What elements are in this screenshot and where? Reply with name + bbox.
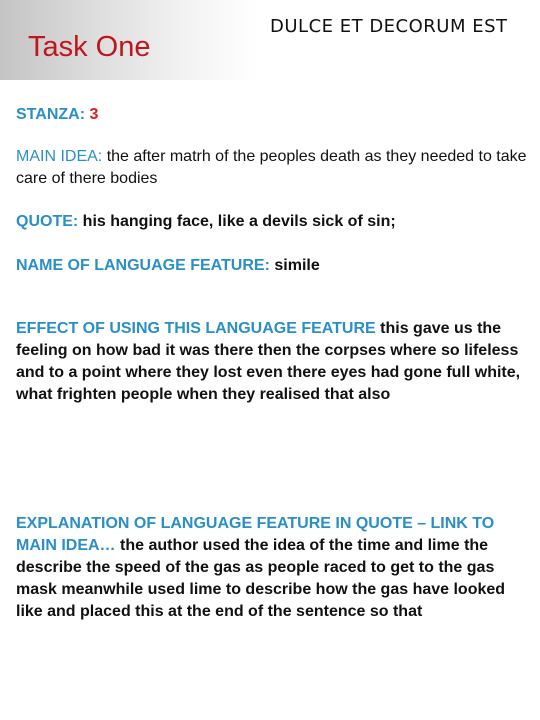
language-feature-label: NAME OF LANGUAGE FEATURE: [16,257,270,274]
main-idea-label: MAIN IDEA: [16,148,103,165]
task-title: Task One [28,31,151,63]
language-feature-text: simile [274,257,320,274]
language-feature-block [16,255,534,277]
effect-text: this gave us the feeling on how bad it was there then the corpses where so lifeless and to a point where they lost even there eyes had gone full white, what frighten people when they realised that also [16,320,521,403]
main-idea-block [16,146,534,190]
quote-label: QUOTE: [16,213,79,230]
stanza-line [16,104,534,126]
quote-text: his hanging face, like a devils sick of sin; [82,213,396,230]
task-header-box [0,0,258,80]
main-idea-text: the after matrh of the peoples death as they needed to take care of there bodies [16,148,527,187]
explanation-label: EXPLANATION OF LANGUAGE FEATURE IN QUOTE – LINK TO MAIN IDEA… [16,515,495,554]
stanza-value: 3 [89,106,99,123]
stanza-label: STANZA: [16,106,86,123]
effect-block [16,318,534,406]
effect-label: EFFECT OF USING THIS LANGUAGE FEATURE [16,320,376,337]
poem-title: DULCE ET DECORUM EST [270,16,508,37]
quote-block [16,211,534,233]
explanation-text: the author used the idea of the time and lime the describe the speed of the gas as people raced to get to the gas mask meanwhile used lime to describe how the gas have looked like and placed this at the end of the sentence so that [16,537,506,620]
explanation-block [16,513,534,623]
